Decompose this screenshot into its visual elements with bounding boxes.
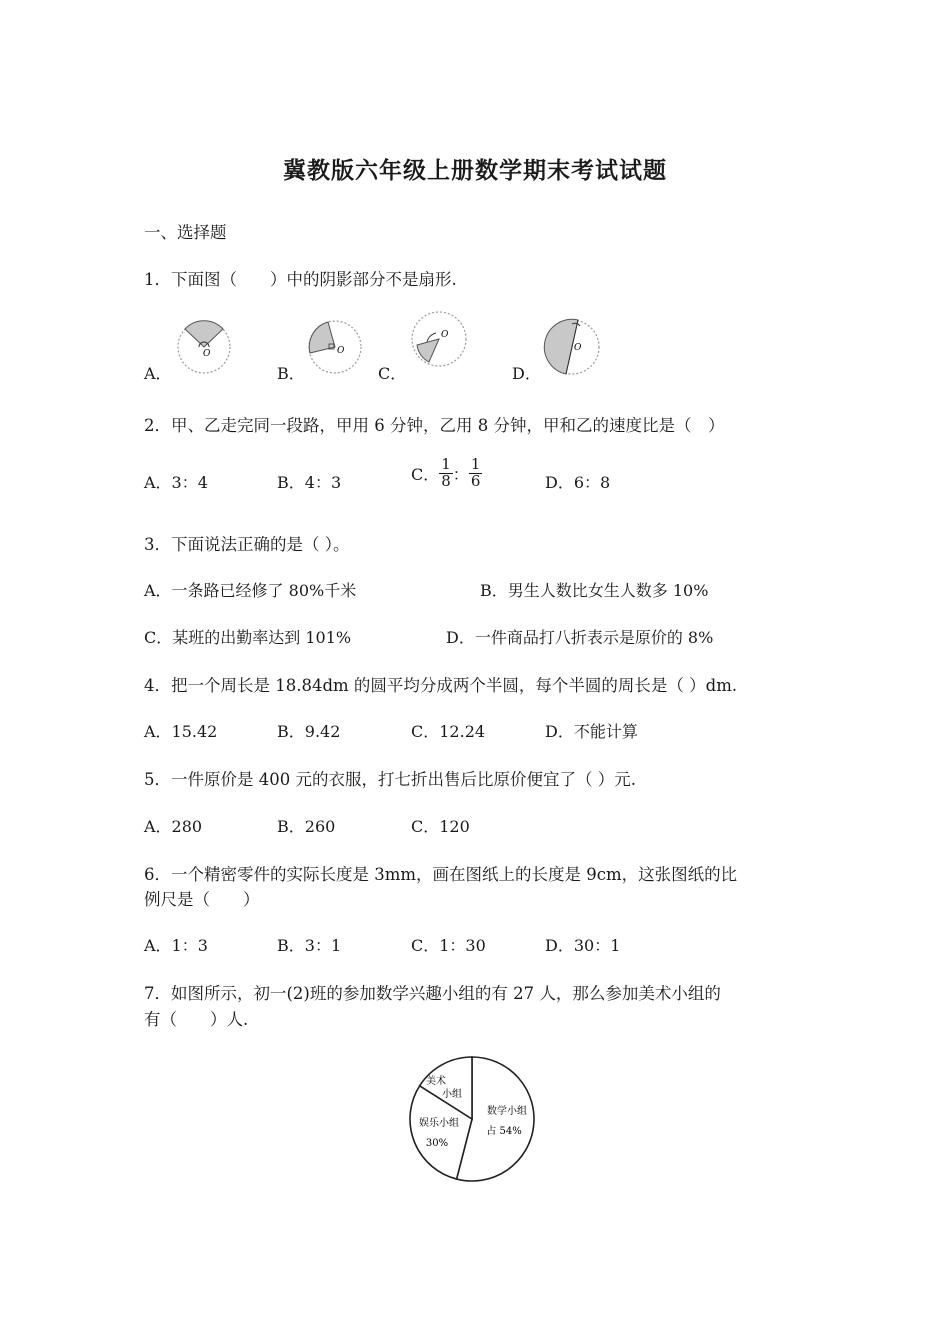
fraction-1-6: $\frac{1}{6}$: [470, 455, 481, 490]
svg-text:O: O: [337, 346, 345, 356]
page-title: 冀教版六年级上册数学期末考试试题: [283, 157, 667, 184]
q6-option-a: A．1：3: [144, 936, 208, 955]
q1-option-a: A．: [144, 364, 172, 383]
svg-text:O: O: [203, 349, 211, 359]
q5-option-a: A．280: [144, 817, 203, 836]
q1-figure-a: [170, 312, 240, 382]
pie-label-math-2: 占 54%: [486, 1126, 522, 1137]
pie-chart: [400, 1048, 550, 1188]
q3-option-a: A．一条路已经修了 80%千米: [144, 581, 357, 600]
section-heading: 一、选择题: [144, 223, 227, 242]
q3-option-c: C．某班的出勤率达到 101%: [144, 628, 352, 647]
fraction-1-8: $\frac{1}{8}$: [441, 455, 451, 490]
q2-option-a: A．3：4: [144, 473, 208, 492]
question-2-stem: 2．甲、乙走完同一段路，甲用 6 分钟，乙用 8 分钟，甲和乙的速度比是（ ）: [144, 416, 725, 435]
question-6-stem-line1: 6．一个精密零件的实际长度是 3mm，画在图纸上的长度是 9cm，这张图纸的比: [144, 865, 738, 884]
q6-option-b: B．3：1: [277, 936, 342, 955]
q3-option-d: D．一件商品打八折表示是原价的 8%: [446, 628, 714, 647]
q1-option-b: B．: [277, 364, 305, 383]
q4-option-c: C．12.24: [411, 722, 486, 741]
question-6-stem-line2: 例尺是（ ）: [144, 890, 260, 909]
question-5-stem: 5．一件原价是 400 元的衣服，打七折出售后比原价便宜了（ ）元.: [144, 770, 636, 789]
pie-label-fun-2: 30%: [425, 1138, 449, 1149]
q1-option-c: C．: [378, 364, 407, 383]
q2-option-c: C． $\frac{1}{8}$ ： $\frac{1}{6}$: [411, 455, 481, 490]
pie-label-art-2: 小组: [442, 1089, 462, 1100]
q4-option-b: B．9.42: [277, 722, 341, 741]
q4-option-a: A．15.42: [144, 722, 218, 741]
pie-label-fun-1: 娱乐小组: [419, 1118, 459, 1129]
q1-figure-b: [300, 313, 370, 383]
svg-text:O: O: [574, 343, 582, 353]
question-7-stem-line1: 7．如图所示，初一(2)班的参加数学兴趣小组的有 27 人，那么参加美术小组的: [144, 984, 721, 1003]
q2-option-d: D．6：8: [545, 473, 611, 492]
q1-option-d: D．: [512, 364, 541, 383]
q5-option-c: C．120: [411, 817, 470, 836]
q6-option-c: C．1：30: [411, 936, 486, 955]
q3-option-b: B．男生人数比女生人数多 10%: [480, 581, 709, 600]
question-1-stem: 1．下面图（ ）中的阴影部分不是扇形.: [144, 270, 457, 289]
question-3-stem: 3．下面说法正确的是（ ）。: [144, 535, 350, 554]
pie-label-art-1: 美术: [426, 1076, 446, 1087]
q6-option-d: D．30：1: [545, 936, 621, 955]
q1-figure-d: [540, 312, 610, 382]
q1-figure-c: [403, 307, 473, 377]
q2-option-b: B．4：3: [277, 473, 342, 492]
question-4-stem: 4．把一个周长是 18.84dm 的圆平均分成两个半圆，每个半圆的周长是（ ）dm.: [144, 676, 738, 695]
pie-label-math-1: 数学小组: [487, 1106, 527, 1117]
svg-text:O: O: [441, 330, 449, 340]
question-7-stem-line2: 有（ ）人.: [144, 1010, 249, 1029]
q4-option-d: D．不能计算: [545, 722, 638, 741]
q5-option-b: B．260: [277, 817, 336, 836]
